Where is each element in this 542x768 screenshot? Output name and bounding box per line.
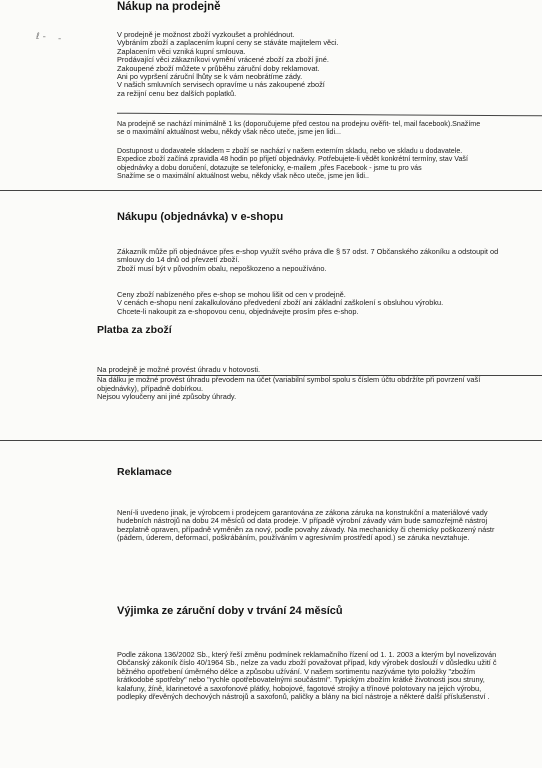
text-line: Občanský zákoník číslo 40/1964 Sb., nelze za vadu zboží považovat případ, kdy výrobek doslouží v důsledku užití č [117,658,497,668]
text-line: krátkodobé spotřeby" nebo "rychle opotřebovatelnými součástmi". Typickým zbožím krátké životnosti jsou struny, [117,675,485,685]
margin-mark-left: ℓ - [36,32,46,42]
text-line: Zákazník může při objednávce přes e-shop využít svého práva dle § 57 odst. 7 Občanského zákoníku a odstoupit od [117,247,499,256]
divider-rule [0,440,542,441]
text-line: bezplatně opraven, případně vyměněn za nový, podle povahy závady. Na mechanicky či chemicky poškozený nástr [117,524,495,534]
text-line: Zaplacením věci vzniká kupní smlouva. [117,46,246,56]
text-line: Ceny zboží nabízeného přes e-shop se mohou lišit od cen v prodejně. [117,290,346,299]
section-title-warranty-exception: Výjimka ze záruční doby v trvání 24 měsíců [117,605,343,617]
supplier-availability-text [117,147,468,181]
text-line: V prodejně je možnost zboží vyzkoušet a prohlédnout. [117,30,295,39]
text-line: Expedice zboží začíná zpravidla 48 hodin po přijetí objednávky. Potřebujete-li vědět konkrétní termíny, stav Vaší [117,155,468,164]
text-line: Na prodejně se nachází minimálně 1 ks (doporučujeme před cestou na prodejnu ověřit- tel, mail facebook).Snažíme [117,120,481,128]
text-line: V našich smluvních servisech opravíme u nás zakoupené zboží [117,80,325,90]
text-line: Vybráním zboží a zaplacením kupní ceny se stáváte majitelem věci. [117,38,339,48]
margin-mark-right: - [58,34,62,44]
warranty-exception-text [117,651,497,701]
text-line: podlepky dřevěných dechových nástrojů a saxofonů, paličky a blány na bicí nástroje a některé další příslušenství . [117,692,490,702]
text-line: (pádem, úderem, deformací, poškrábáním, používáním v agresivním prostředí apod.) se záruka nevztahuje. [117,533,470,543]
eshop-price-text [117,291,443,316]
text-line: Nejsou vyloučeny ani jiné způsoby úhrady. [97,392,237,402]
text-line: smlouvy do 14 dnů od převzetí zboží. [117,255,240,265]
complaints-text [117,509,494,543]
text-line: Na prodejně je možné provést úhradu v hotovosti. [97,365,261,374]
divider-rule [97,375,542,376]
divider-rule [0,190,542,191]
text-line: Zboží musí být v původním obalu, nepoškozeno a nepoužíváno. [117,263,327,273]
divider-rule [117,113,542,117]
text-line: za režijní cenu bez dalších poplatků. [117,88,237,98]
payment-text [97,366,480,402]
store-stock-text [117,120,480,137]
text-line: objednávky a dobu doručení, dotazujte se telefonicky, e-mailem ,přes Facebook - jsme tu pro vás [117,163,422,172]
section-title-store-purchase: Nákup na prodejně [117,1,221,13]
text-line: Na dálku je možné provést úhradu převodem na účet (variabilní symbol spolu s číslem účtu obdržíte při povrzení vaší [97,375,481,385]
text-line: Ani po vypršení záruční lhůty se k vám neobrátíme zády. [117,72,303,82]
eshop-withdrawal-text [117,248,498,273]
text-line: objednávky), případně dobírkou. [97,383,204,393]
text-line: V cenách e-shopu není zakalkulováno předvedení zboží ani základní zaškolení s obsluhou výrobku. [117,298,444,308]
section-title-eshop-order: Nákupu (objednávka) v e-shopu [117,211,284,223]
section-title-complaints: Reklamace [117,466,172,478]
text-line: kalafuny, žíně, klarinetové a saxofonové plátky, hobojové, fagotové strojky a třínové polotovary na jejich výrobu, [117,683,482,693]
text-line: Dostupnost u dodavatele skladem = zboží se nachází v našem externím skladu, nebo ve skladu u dodavatele. [117,147,463,155]
text-line: Prodávající věci zákazníkovi vymění vrácené zboží za zboží jiné. [117,55,329,65]
section-title-payment: Platba za zboží [97,324,172,336]
text-line: Chcete-li nakoupit za e-shopovou cenu, objednávejte prosím přes e-shop. [117,306,359,316]
text-line: Podle zákona 136/2002 Sb., který řeší změnu podmínek reklamačního řízení od 1. 1. 2003 a kterým byl novelizován [117,650,497,659]
text-line: se o maximální aktuálnost webu, někdy však něco uteče, jsme jen lidi... [117,128,341,137]
text-line: Není-li uvedeno jinak, je výrobcem i prodejcem garantována ze zákona záruka na konstrukční a materiálové vady [117,508,488,517]
text-line: Zakoupené zboží můžete v průběhu záruční doby reklamovat. [117,63,320,73]
store-purchase-text [117,31,339,98]
text-line: Snažíme se o maximální aktuálnost webu, někdy však něco uteče, jsme jen lidi.. [117,172,369,181]
text-line: hudebních nástrojů na dobu 24 měsíců od data prodeje. V případě výrobní závady vám bude samozřejmě nástroj [117,516,488,526]
text-line: běžného opotřebení úměrného délce a způsobu užívání. V našem sortimentu nazýváme tyto položky "zbožím [117,666,475,676]
